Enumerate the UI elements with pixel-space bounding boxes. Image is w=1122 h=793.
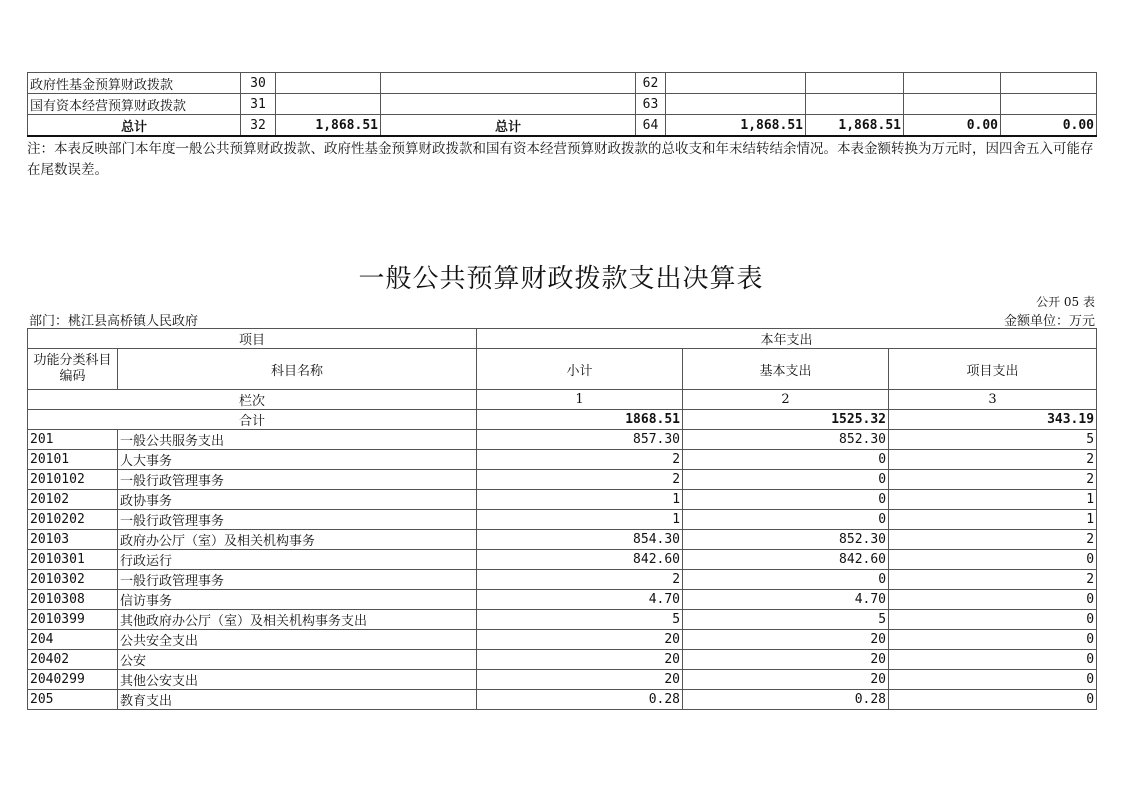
table-row [28,430,1097,450]
header-project-expense: 项目支出 [889,349,1097,390]
grand-total-subtotal: 1868.51 [477,410,683,430]
row-cell-code: 20402 [28,650,118,670]
row-cell-basic: 0 [683,510,889,530]
row-cell-basic: 20 [683,630,889,650]
summary-total-row [28,115,1097,137]
summary-row [28,73,1097,94]
row-cell-name: 人大事务 [118,450,477,470]
row-cell-code: 2010308 [28,590,118,610]
row-cell-subtotal: 2 [477,470,683,490]
row-cell-subtotal: 854.30 [477,530,683,550]
total-value-3: 0.00 [904,115,1001,137]
column-index-1: 1 [477,390,683,410]
total-right-no: 64 [636,115,666,137]
row-cell-subtotal: 4.70 [477,590,683,610]
total-left-no: 32 [241,115,276,137]
row-cell-project: 0 [889,630,1097,650]
summary-cell-v4 [1001,73,1097,94]
row-cell-subtotal: 5 [477,610,683,630]
summary-row [28,94,1097,115]
row-cell-project: 0 [889,670,1097,690]
header-code: 功能分类科目编码 [28,349,118,390]
total-left-amount: 1,868.51 [276,115,381,137]
row-cell-code: 20101 [28,450,118,470]
row-cell-basic: 852.30 [683,530,889,550]
row-cell-basic: 4.70 [683,590,889,610]
department-label: 部门：桃江县高桥镇人民政府 [29,314,199,329]
column-index-3: 3 [889,390,1097,410]
row-cell-subtotal: 1 [477,490,683,510]
header-row-2 [28,349,1097,390]
row-cell-basic: 0 [683,470,889,490]
table-code: 公开 05 表 [1036,295,1095,309]
row-cell-basic: 852.30 [683,430,889,450]
total-value-1: 1,868.51 [666,115,806,137]
row-cell-name: 教育支出 [118,690,477,710]
row-cell-name: 其他政府办公厅（室）及相关机构事务支出 [118,610,477,630]
grand-total-label: 合计 [28,410,477,430]
row-cell-basic: 0 [683,450,889,470]
row-cell-project: 2 [889,530,1097,550]
table-row [28,510,1097,530]
row-cell-name: 一般行政管理事务 [118,470,477,490]
total-right-label: 总计 [381,115,636,137]
table-row [28,590,1097,610]
expenditure-table-body [28,329,1097,710]
page-title: 一般公共预算财政拨款支出决算表 [358,264,764,294]
row-cell-subtotal: 20 [477,630,683,650]
row-cell-name: 政府办公厅（室）及相关机构事务 [118,530,477,550]
header-name: 科目名称 [118,349,477,390]
table-row [28,690,1097,710]
row-cell-code: 2010301 [28,550,118,570]
summary-cell-v3 [904,94,1001,115]
row-cell-project: 1 [889,510,1097,530]
row-cell-subtotal: 0.28 [477,690,683,710]
table-row [28,530,1097,550]
header-current-year: 本年支出 [477,329,1097,349]
row-cell-subtotal: 20 [477,670,683,690]
table-row [28,490,1097,510]
column-index-row [28,390,1097,410]
summary-cell-right-no: 62 [636,73,666,94]
row-cell-name: 信访事务 [118,590,477,610]
row-cell-name: 一般行政管理事务 [118,510,477,530]
row-cell-basic: 0 [683,570,889,590]
total-value-2: 1,868.51 [806,115,904,137]
row-cell-subtotal: 2 [477,450,683,470]
row-cell-name: 一般公共服务支出 [118,430,477,450]
row-cell-code: 2010302 [28,570,118,590]
row-cell-basic: 842.60 [683,550,889,570]
summary-cell-v4 [1001,94,1097,115]
summary-table [27,72,1097,137]
table-note: 注：本表反映部门本年度一般公共预算财政拨款、政府性基金预算财政拨款和国有资本经营预算财政拨款的总收支和年末结转结余情况。本表金额转换为万元时，因四舍五入可能存在尾数误差。 [27,141,1094,178]
grand-total-project: 343.19 [889,410,1097,430]
table-row [28,610,1097,630]
row-cell-code: 2040299 [28,670,118,690]
summary-cell-left-no: 30 [241,73,276,94]
column-index-label: 栏次 [28,390,477,410]
row-cell-subtotal: 857.30 [477,430,683,450]
table-row [28,450,1097,470]
total-left-label: 总计 [28,115,241,137]
header-subtotal: 小计 [477,349,683,390]
row-cell-project: 0 [889,610,1097,630]
row-cell-basic: 5 [683,610,889,630]
row-cell-name: 公共安全支出 [118,630,477,650]
header-project: 项目 [28,329,477,349]
row-cell-project: 2 [889,570,1097,590]
row-cell-basic: 20 [683,650,889,670]
row-cell-name: 一般行政管理事务 [118,570,477,590]
row-cell-project: 0 [889,690,1097,710]
summary-cell-right-label [381,94,636,115]
row-cell-project: 0 [889,650,1097,670]
summary-cell-v3 [904,73,1001,94]
summary-cell-left-no: 31 [241,94,276,115]
row-cell-basic: 0.28 [683,690,889,710]
header-row-1 [28,329,1097,349]
grand-total-basic: 1525.32 [683,410,889,430]
row-cell-project: 5 [889,430,1097,450]
summary-cell-v2 [806,73,904,94]
total-value-4: 0.00 [1001,115,1097,137]
row-cell-code: 205 [28,690,118,710]
row-cell-project: 2 [889,470,1097,490]
table-row [28,550,1097,570]
amount-unit-label: 金额单位：万元 [1003,314,1095,329]
row-cell-project: 0 [889,590,1097,610]
table-row [28,630,1097,650]
table-row [28,470,1097,490]
row-cell-code: 20103 [28,530,118,550]
summary-cell-v1 [666,73,806,94]
table-row [28,670,1097,690]
column-index-2: 2 [683,390,889,410]
row-cell-project: 2 [889,450,1097,470]
summary-cell-left-amount [276,73,381,94]
header-basic: 基本支出 [683,349,889,390]
row-cell-code: 20102 [28,490,118,510]
table-row [28,570,1097,590]
summary-cell-right-no: 63 [636,94,666,115]
row-cell-subtotal: 2 [477,570,683,590]
summary-cell-right-label [381,73,636,94]
summary-cell-left-label: 政府性基金预算财政拨款 [28,73,241,94]
summary-cell-v1 [666,94,806,115]
row-cell-project: 1 [889,490,1097,510]
row-cell-basic: 0 [683,490,889,510]
table-row [28,650,1097,670]
row-cell-name: 政协事务 [118,490,477,510]
summary-cell-left-amount [276,94,381,115]
summary-table-body [28,73,1097,137]
row-cell-code: 2010202 [28,510,118,530]
row-cell-name: 公安 [118,650,477,670]
row-cell-code: 2010399 [28,610,118,630]
expenditure-table [27,328,1097,710]
row-cell-code: 201 [28,430,118,450]
row-cell-code: 204 [28,630,118,650]
summary-cell-left-label: 国有资本经营预算财政拨款 [28,94,241,115]
row-cell-code: 2010102 [28,470,118,490]
summary-cell-v2 [806,94,904,115]
grand-total-row [28,410,1097,430]
row-cell-subtotal: 1 [477,510,683,530]
row-cell-name: 其他公安支出 [118,670,477,690]
row-cell-project: 0 [889,550,1097,570]
row-cell-subtotal: 842.60 [477,550,683,570]
row-cell-name: 行政运行 [118,550,477,570]
row-cell-subtotal: 20 [477,650,683,670]
row-cell-basic: 20 [683,670,889,690]
